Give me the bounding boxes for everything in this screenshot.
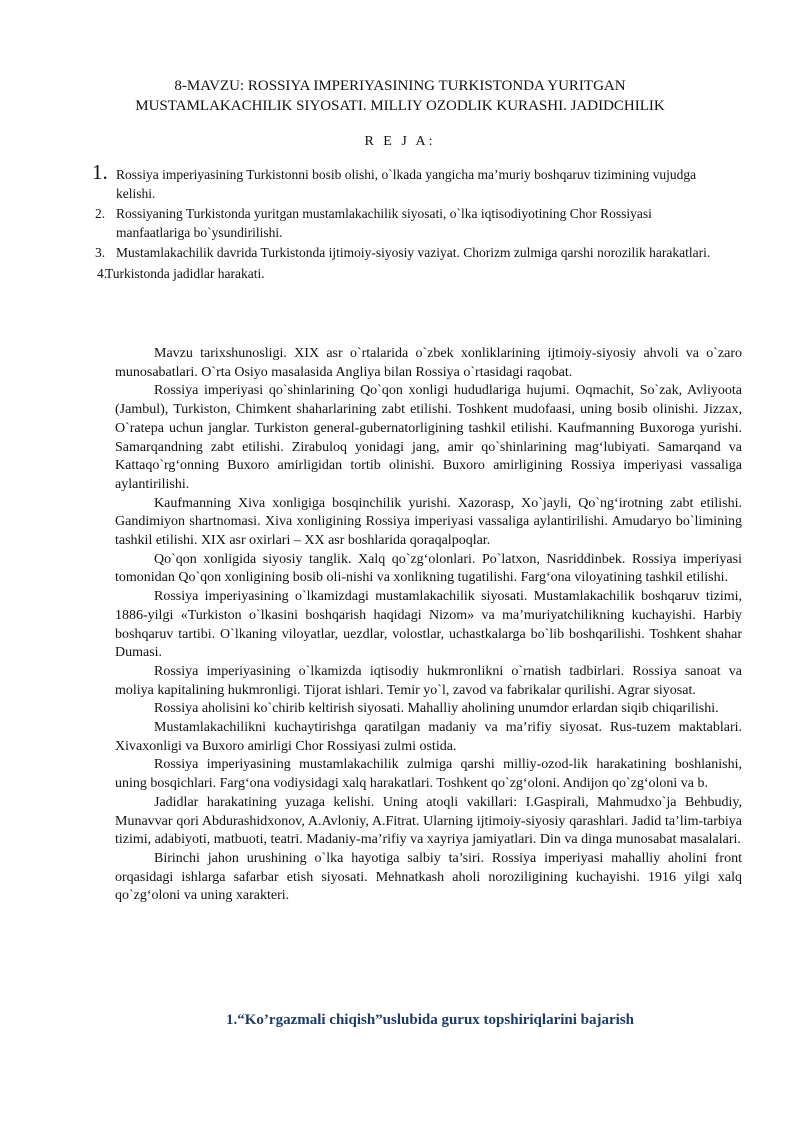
task-heading: 1.“Ko’rgazmali chiqish”uslubida gurux topshiriqlarini bajarish bbox=[226, 1012, 634, 1028]
plan-item-number: 4. bbox=[97, 265, 108, 281]
paragraph: Rossiya aholisini ko`chirib keltirish siyosati. Mahalliy aholining unumdor erlardan siqib chiqarilishi. bbox=[154, 701, 719, 717]
plan-item-text: Rossiyaning Turkistonda yuritgan mustamlakachilik siyosati, o`lka iqtisodiyotining Chor Rossiyasi manfaatlariga bo`ysundirilishi. bbox=[116, 206, 652, 240]
paragraph: Birinchi jahon urushining o`lka hayotiga salbiy ta’siri. Rossiya imperiyasi mahalliy aholini front orqasidagi ishlarga safarbar etish siyosati. Mehnatkash aholi noroziligining kuchayishi. 1916 yilgi xalq qo`zg‘oloni va uning xarakteri. bbox=[115, 850, 742, 904]
plan-item-number: 3. bbox=[95, 245, 106, 260]
topic-title-line-1: 8-MAVZU: ROSSIYA IMPERIYASINING TURKISTONDA YURITGAN bbox=[174, 78, 626, 94]
plan-item bbox=[92, 244, 722, 263]
plan-item bbox=[92, 205, 722, 242]
paragraph: Rossiya imperiyasi qo`shinlarining Qo`qon xonligi hududlariga hujumi. Oqmachit, So`zak, Avliyoota (Jambul), Turkiston, Chimkent shaharlarining zabt etilishi. Toshkent mudofaasi, uning bosib olinishi. Jizzax, O`ratepa uchun janglar. Turkiston general-gubernatorligining tashkil etilishi. Kaufmanning Buxoroga yurishi. Samarqandning zabt etilishi. Zirabuloq yonidagi jang, amir qo`shinlarining mag‘lubiyati. Samarqand va Kattaqo`rg‘onning Buxoro amirligidan tortib olinishi. Buxoro amirligining Rossiya imperiyasi vassaliga aylantirilishi. bbox=[115, 383, 742, 492]
paragraph: Jadidlar harakatining yuzaga kelishi. Uning atoqli vakillari: I.Gaspirali, Mahmudxo`ja Behbudiy, Munavvar qori Abdurashidxonov, A.Avloniy, A.Fitrat. Ularning ijtimoiy-siyosiy qarashlari. Jadid ta’lim-tarbiya tizimi, adabiyoti, matbuoti, teatri. Madaniy-ma’rifiy va xayriya jamiyatlari. Din va dinga munosabat masalalari. bbox=[115, 794, 742, 848]
paragraph: Mustamlakachilikni kuchaytirishga qaratilgan madaniy va ma’rifiy siyosat. Rus-tuzem maktablari. Xivaxonligi va Buxoro amirligi Chor Rossiyasi zulmi ostida. bbox=[115, 720, 742, 754]
plan-item bbox=[92, 160, 722, 203]
plan-heading: R E J A: bbox=[364, 134, 436, 149]
paragraph: Mavzu tarixshunosligi. XIX asr o`rtalarida o`zbek xonliklarining ijtimoiy-siyosiy ahvoli va o`zaro munosabatlari. O`rta Osiyo masalasida Angliya bilan Rossiya o`rtasidagi raqobat. bbox=[115, 346, 742, 380]
topic-title-line-2: MUSTAMLAKACHILIK SIYOSATI. MILLIY OZODLIK KURASHI. JADIDCHILIK bbox=[135, 98, 665, 114]
plan-item-text: Mustamlakachilik davrida Turkistonda ijtimoiy-siyosiy vaziyat. Chorizm zulmiga qarshi norozilik harakatlari. bbox=[116, 245, 711, 260]
paragraph: Rossiya imperiyasining o`lkamizdagi mustamlakachilik siyosati. Mustamlakachilik boshqaruv tizimi, 1886-yilgi «Turkiston o`lkasini boshqarish haqidagi Nizom» va ma’muriyatchilikning kuchayishi. Harbiy boshqaruv tartibi. O`lkaning viloyatlar, uezdlar, volostlar, uchastkalarga bo`lib boshqarilishi. Toshkent shahar Dumasi. bbox=[115, 589, 742, 661]
plan-item-text: Rossiya imperiyasining Turkistonni bosib olishi, o`lkada yangicha ma’muriy boshqaruv tizimining vujudga kelishi. bbox=[116, 167, 697, 201]
plan-item-number: 2. bbox=[95, 206, 106, 221]
paragraph: Rossiya imperiyasining o`lkamizda iqtisodiy hukmronlikni o`rnatish tadbirlari. Rossiya sanoat va moliya kapitalining hukmronligi. Tijorat ishlari. Temir yo`l, zavod va fabrikalar qurilishi. Agrar siyosat. bbox=[115, 663, 742, 698]
body-text bbox=[115, 345, 742, 906]
topic-title bbox=[100, 76, 700, 116]
plan-item-number: 1. bbox=[92, 160, 108, 184]
paragraph: Qo`qon xonligida siyosiy tanglik. Xalq qo`zg‘olonlari. Po`latxon, Nasriddinbek. Rossiya imperiyasi tomonidan Qo`qon xonligining bosib oli-nishi va xonlikning tugatilishi. Farg‘ona viloyatining tashkil etilishi. bbox=[115, 551, 742, 586]
plan-list bbox=[92, 160, 722, 285]
paragraph: Rossiya imperiyasining mustamlakachilik zulmiga qarshi milliy-ozod-lik harakatining boshlanishi, uning bosqichlari. Farg‘ona vodiysidagi xalq harakatlari. Toshkent qo`zg‘oloni. Andijon qo`zg‘oloni va b. bbox=[115, 757, 742, 792]
plan-item bbox=[92, 265, 722, 284]
plan-item-text: Turkistonda jadidlar harakati. bbox=[105, 265, 265, 281]
paragraph: Kaufmanning Xiva xonligiga bosqinchilik yurishi. Xazorasp, Xo`jayli, Qo`ng‘irotning zabt etilishi. Gandimiyon shartnomasi. Xiva xonligining Rossiya imperiyasi vassaliga aylantirilishi. Amudaryo bo`limining tashkil etilishi. XIX asr oxirlari – XX asr boshlarida qoraqalpoqlar. bbox=[115, 495, 742, 549]
